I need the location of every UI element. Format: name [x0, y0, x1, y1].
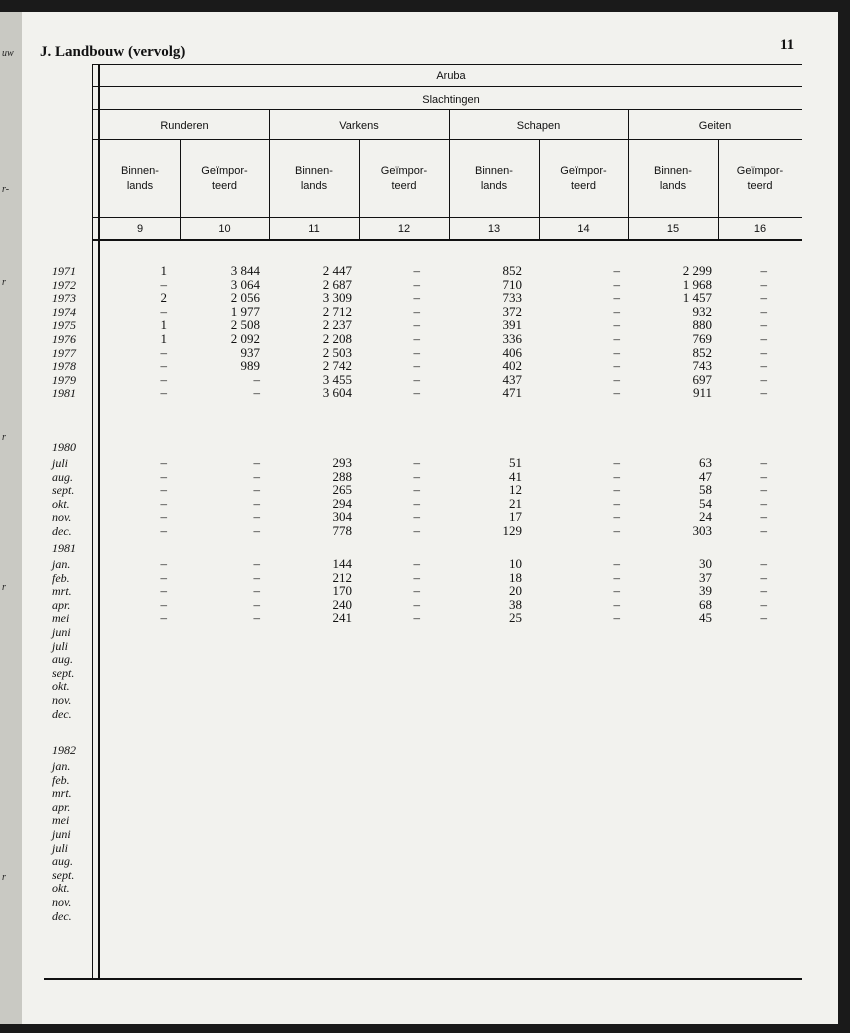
- column-rule-0: [180, 139, 181, 239]
- cell-col-16: –: [760, 455, 767, 470]
- column-label-4: Geïmpor- teerd: [380, 165, 428, 192]
- cell-col-10: 3 064: [230, 276, 260, 292]
- column-label-5: Binnen- lands: [475, 165, 513, 192]
- cell-col-12: –: [413, 468, 420, 484]
- cell-col-12: –: [413, 303, 420, 319]
- cell-col-14: –: [613, 523, 620, 538]
- cell-col-10: 989: [240, 358, 260, 374]
- cell-col-11: 144: [332, 556, 352, 571]
- cell-col-12: –: [413, 385, 420, 401]
- cell-col-10: –: [253, 509, 260, 525]
- rule-groups: [92, 139, 802, 140]
- row-period: okt.: [52, 881, 70, 896]
- cell-col-10: –: [253, 556, 260, 571]
- row-period: juni: [52, 827, 71, 841]
- cell-col-14: –: [613, 583, 620, 599]
- cell-col-13: 18: [509, 569, 522, 585]
- cell-col-10: –: [253, 569, 260, 585]
- cell-col-9: –: [160, 569, 167, 585]
- cell-col-13: 12: [509, 482, 522, 498]
- cell-col-13: 391: [502, 317, 522, 333]
- cell-col-9: –: [160, 358, 167, 374]
- cell-col-11: 294: [332, 495, 352, 511]
- cell-col-12: –: [413, 344, 420, 360]
- row-period: dec.: [52, 908, 72, 923]
- cell-col-16: –: [760, 371, 767, 387]
- row-period: 1977: [52, 345, 76, 360]
- group-header-1: Varkens: [339, 120, 379, 132]
- row-period: nov.: [52, 510, 72, 525]
- cell-col-12: –: [413, 358, 420, 374]
- cell-col-10: 3 844: [230, 263, 260, 278]
- margin-mark: uw: [2, 48, 14, 59]
- row-period: aug.: [52, 854, 73, 869]
- margin-mark: r-: [2, 184, 10, 195]
- region-label: Aruba: [436, 70, 466, 82]
- cell-col-13: 710: [502, 276, 522, 292]
- row-period: 1981: [52, 541, 76, 555]
- table-top-rule: [92, 64, 802, 65]
- column-rule-6: [718, 139, 719, 239]
- cell-col-13: 41: [509, 468, 522, 484]
- row-period: juli: [52, 840, 69, 855]
- cell-col-12: –: [413, 263, 420, 278]
- row-period: 1972: [52, 277, 76, 292]
- cell-col-14: –: [613, 385, 620, 401]
- row-period: feb.: [52, 772, 70, 787]
- row-period: okt.: [52, 496, 70, 511]
- cell-col-13: 437: [502, 371, 522, 387]
- column-label-8: Geïmpor- teerd: [736, 165, 784, 192]
- cell-col-11: 212: [332, 569, 352, 585]
- margin-mark: r: [2, 277, 6, 288]
- column-label-7: Binnen- lands: [654, 165, 692, 192]
- cell-col-13: 20: [509, 583, 522, 599]
- cell-col-9: –: [160, 583, 167, 599]
- row-period: juni: [52, 625, 71, 639]
- cell-col-12: –: [413, 556, 420, 571]
- column-label-1: Binnen- lands: [121, 165, 159, 192]
- cell-col-14: –: [613, 358, 620, 374]
- row-period: aug.: [52, 652, 73, 667]
- row-period: nov.: [52, 693, 72, 707]
- column-number-8: 16: [753, 223, 767, 235]
- rule-colnames: [92, 217, 802, 218]
- column-number-2: 10: [218, 223, 231, 235]
- cell-col-11: 3 309: [322, 290, 352, 306]
- cell-col-10: –: [253, 468, 260, 484]
- cell-col-9: 1: [160, 317, 167, 333]
- column-rule-3: [449, 109, 450, 241]
- group-header-2: Schapen: [516, 120, 561, 132]
- cell-col-15: 769: [692, 331, 712, 346]
- cell-col-9: –: [160, 482, 167, 498]
- margin-mark: r: [2, 582, 6, 593]
- cell-col-15: 24: [699, 509, 712, 525]
- row-period: feb.: [52, 570, 70, 585]
- cell-col-10: –: [253, 455, 260, 470]
- cell-col-10: –: [253, 583, 260, 599]
- cell-col-11: 2 237: [322, 317, 352, 333]
- cell-col-10: –: [253, 371, 260, 387]
- column-number-5: 13: [487, 223, 501, 235]
- cell-col-12: –: [413, 610, 420, 626]
- cell-col-12: –: [413, 569, 420, 585]
- table-bottom-rule: [44, 978, 802, 980]
- cell-col-14: –: [613, 556, 620, 571]
- row-period: 1976: [52, 332, 76, 346]
- cell-col-9: –: [160, 276, 167, 292]
- rule-section: [92, 109, 802, 110]
- cell-col-9: –: [160, 455, 167, 470]
- cell-col-11: 240: [332, 596, 352, 612]
- cell-col-16: –: [760, 509, 767, 525]
- cell-col-16: –: [760, 303, 767, 319]
- cell-col-11: 2 503: [322, 344, 352, 360]
- cell-col-11: 3 455: [322, 371, 352, 387]
- rule-colnums: [92, 239, 802, 241]
- cell-col-15: 743: [692, 358, 712, 374]
- cell-col-15: 45: [699, 610, 712, 626]
- row-period: mei: [52, 611, 70, 626]
- cell-col-13: 336: [502, 331, 522, 346]
- row-period: dec.: [52, 524, 72, 538]
- row-period: apr.: [52, 799, 71, 814]
- row-period: jan.: [52, 759, 71, 773]
- row-period: jan.: [52, 557, 71, 571]
- cell-col-13: 25: [509, 610, 522, 626]
- cell-col-13: 21: [509, 495, 522, 511]
- cell-col-16: –: [760, 344, 767, 360]
- column-number-4: 12: [397, 223, 411, 235]
- cell-col-11: 2 687: [322, 276, 352, 292]
- cell-col-9: 1: [160, 331, 167, 346]
- column-rule-5: [628, 109, 629, 241]
- margin-mark: r: [2, 872, 6, 883]
- row-period: juli: [52, 456, 69, 470]
- column-label-3: Binnen- lands: [295, 165, 333, 192]
- row-period: 1979: [52, 372, 76, 387]
- row-period: sept.: [52, 483, 75, 498]
- cell-col-9: –: [160, 596, 167, 612]
- cell-col-15: 932: [692, 303, 712, 319]
- cell-col-11: 288: [332, 468, 352, 484]
- column-label-6: Geïmpor- teerd: [560, 165, 607, 192]
- cell-col-13: 38: [509, 596, 522, 612]
- cell-col-10: 2 056: [230, 290, 260, 306]
- cell-col-15: 47: [699, 468, 712, 484]
- cell-col-14: –: [613, 276, 620, 292]
- cell-col-16: –: [760, 556, 767, 571]
- cell-col-16: –: [760, 468, 767, 484]
- cell-col-10: –: [253, 482, 260, 498]
- page-title: J. Landbouw (vervolg): [40, 44, 186, 60]
- cell-col-9: 1: [160, 263, 167, 278]
- cell-col-16: –: [760, 482, 767, 498]
- cell-col-9: –: [160, 344, 167, 360]
- column-rule-1: [269, 109, 270, 241]
- row-period: mei: [52, 813, 70, 828]
- cell-col-16: –: [760, 610, 767, 626]
- cell-col-12: –: [413, 482, 420, 498]
- row-period: sept.: [52, 867, 75, 882]
- cell-col-11: 265: [332, 482, 352, 498]
- cell-col-16: –: [760, 523, 767, 538]
- row-period: juli: [52, 638, 69, 653]
- cell-col-11: 3 604: [322, 385, 352, 401]
- cell-col-11: 2 208: [322, 331, 352, 346]
- cell-col-11: 170: [332, 583, 352, 599]
- column-number-3: 11: [308, 223, 320, 235]
- cell-col-10: 1 977: [230, 303, 260, 319]
- section-label: Slachtingen: [422, 94, 480, 106]
- cell-col-15: 37: [699, 569, 712, 585]
- margin-mark: r: [2, 432, 6, 443]
- page-number: 11: [780, 37, 795, 53]
- cell-col-9: –: [160, 610, 167, 626]
- cell-col-14: –: [613, 509, 620, 525]
- cell-col-14: –: [613, 455, 620, 470]
- cell-col-11: 293: [332, 455, 352, 470]
- cell-col-12: –: [413, 290, 420, 306]
- row-period: apr.: [52, 597, 71, 612]
- cell-col-13: 51: [509, 455, 522, 470]
- cell-col-14: –: [613, 371, 620, 387]
- cell-col-16: –: [760, 331, 767, 346]
- cell-col-10: –: [253, 385, 260, 401]
- cell-col-15: 880: [692, 317, 712, 333]
- cell-col-14: –: [613, 610, 620, 626]
- cell-col-16: –: [760, 569, 767, 585]
- row-period: aug.: [52, 469, 73, 484]
- row-period: 1978: [52, 359, 76, 374]
- cell-col-15: 697: [692, 371, 712, 387]
- cell-col-10: 2 508: [230, 317, 260, 333]
- row-period: okt.: [52, 679, 70, 694]
- table-left-rule: [92, 64, 93, 978]
- cell-col-13: 17: [509, 509, 522, 525]
- cell-col-11: 778: [332, 523, 352, 538]
- cell-col-14: –: [613, 495, 620, 511]
- row-period: nov.: [52, 895, 72, 909]
- cell-col-15: 2 299: [682, 263, 712, 278]
- cell-col-14: –: [613, 263, 620, 278]
- cell-col-16: –: [760, 276, 767, 292]
- row-period: mrt.: [52, 584, 72, 599]
- cell-col-16: –: [760, 263, 767, 278]
- cell-col-14: –: [613, 331, 620, 346]
- cell-col-13: 471: [502, 385, 522, 401]
- cell-col-12: –: [413, 523, 420, 538]
- cell-col-13: 129: [502, 523, 522, 538]
- cell-col-15: 30: [699, 556, 712, 571]
- cell-col-14: –: [613, 290, 620, 306]
- row-period: 1971: [52, 264, 76, 278]
- cell-col-16: –: [760, 358, 767, 374]
- cell-col-12: –: [413, 276, 420, 292]
- column-number-1: 9: [136, 223, 144, 235]
- rule-region: [92, 86, 802, 87]
- cell-col-9: –: [160, 371, 167, 387]
- cell-col-12: –: [413, 317, 420, 333]
- cell-col-15: 54: [699, 495, 712, 511]
- group-header-0: Runderen: [160, 120, 209, 132]
- column-number-6: 14: [577, 223, 590, 235]
- row-period: dec.: [52, 706, 72, 721]
- cell-col-9: –: [160, 495, 167, 511]
- cell-col-12: –: [413, 455, 420, 470]
- row-period: 1981: [52, 386, 76, 401]
- row-period: mrt.: [52, 786, 72, 801]
- cell-col-16: –: [760, 596, 767, 612]
- cell-col-9: –: [160, 385, 167, 401]
- cell-col-13: 852: [502, 263, 522, 278]
- row-period: 1974: [52, 304, 76, 319]
- cell-col-9: –: [160, 556, 167, 571]
- cell-col-14: –: [613, 317, 620, 333]
- cell-col-9: 2: [160, 290, 167, 306]
- column-rule-2: [359, 139, 360, 239]
- cell-col-13: 402: [502, 358, 522, 374]
- group-header-3: Geiten: [698, 120, 732, 132]
- cell-col-14: –: [613, 482, 620, 498]
- cell-col-13: 733: [502, 290, 522, 306]
- cell-col-15: 1 457: [682, 290, 712, 306]
- column-rule-4: [539, 139, 540, 239]
- cell-col-11: 241: [332, 610, 352, 626]
- cell-col-12: –: [413, 331, 420, 346]
- cell-col-16: –: [760, 290, 767, 306]
- cell-col-15: 58: [699, 482, 712, 498]
- cell-col-16: –: [760, 583, 767, 599]
- cell-col-11: 304: [332, 509, 352, 525]
- cell-col-13: 10: [509, 556, 522, 571]
- cell-col-11: 2 742: [322, 358, 352, 374]
- cell-col-11: 2 712: [322, 303, 352, 319]
- cell-col-10: 2 092: [230, 331, 260, 346]
- cell-col-12: –: [413, 509, 420, 525]
- cell-col-10: –: [253, 596, 260, 612]
- cell-col-14: –: [613, 596, 620, 612]
- cell-col-9: –: [160, 523, 167, 538]
- row-period: 1975: [52, 318, 76, 333]
- cell-col-10: –: [253, 495, 260, 511]
- row-period: 1980: [52, 440, 76, 454]
- cell-col-15: 911: [692, 385, 712, 401]
- cell-col-15: 1 968: [682, 276, 712, 292]
- cell-col-14: –: [613, 303, 620, 319]
- cell-col-13: 406: [502, 344, 522, 360]
- cell-col-9: –: [160, 509, 167, 525]
- cell-col-10: 937: [240, 344, 260, 360]
- cell-col-9: –: [160, 303, 167, 319]
- cell-col-16: –: [760, 317, 767, 333]
- cell-col-14: –: [613, 569, 620, 585]
- column-number-7: 15: [666, 223, 680, 235]
- cell-col-9: –: [160, 468, 167, 484]
- table-left-rule-inner: [98, 64, 100, 978]
- cell-col-15: 852: [692, 344, 712, 360]
- row-period: 1973: [52, 291, 76, 306]
- cell-col-10: –: [253, 523, 260, 538]
- cell-col-15: 68: [699, 596, 712, 612]
- cell-col-11: 2 447: [322, 263, 352, 278]
- cell-col-15: 303: [692, 523, 712, 538]
- cell-col-14: –: [613, 468, 620, 484]
- cell-col-14: –: [613, 344, 620, 360]
- cell-col-12: –: [413, 371, 420, 387]
- column-label-2: Geïmpor- teerd: [201, 165, 248, 192]
- cell-col-16: –: [760, 495, 767, 511]
- document-page: [2, 12, 838, 1024]
- cell-col-13: 372: [502, 303, 522, 319]
- cell-col-15: 39: [699, 583, 712, 599]
- row-period: sept.: [52, 665, 75, 680]
- cell-col-16: –: [760, 385, 767, 401]
- row-period: 1982: [52, 743, 76, 757]
- cell-col-15: 63: [699, 455, 712, 470]
- cell-col-12: –: [413, 583, 420, 599]
- cell-col-10: –: [253, 610, 260, 626]
- cell-col-12: –: [413, 596, 420, 612]
- cell-col-12: –: [413, 495, 420, 511]
